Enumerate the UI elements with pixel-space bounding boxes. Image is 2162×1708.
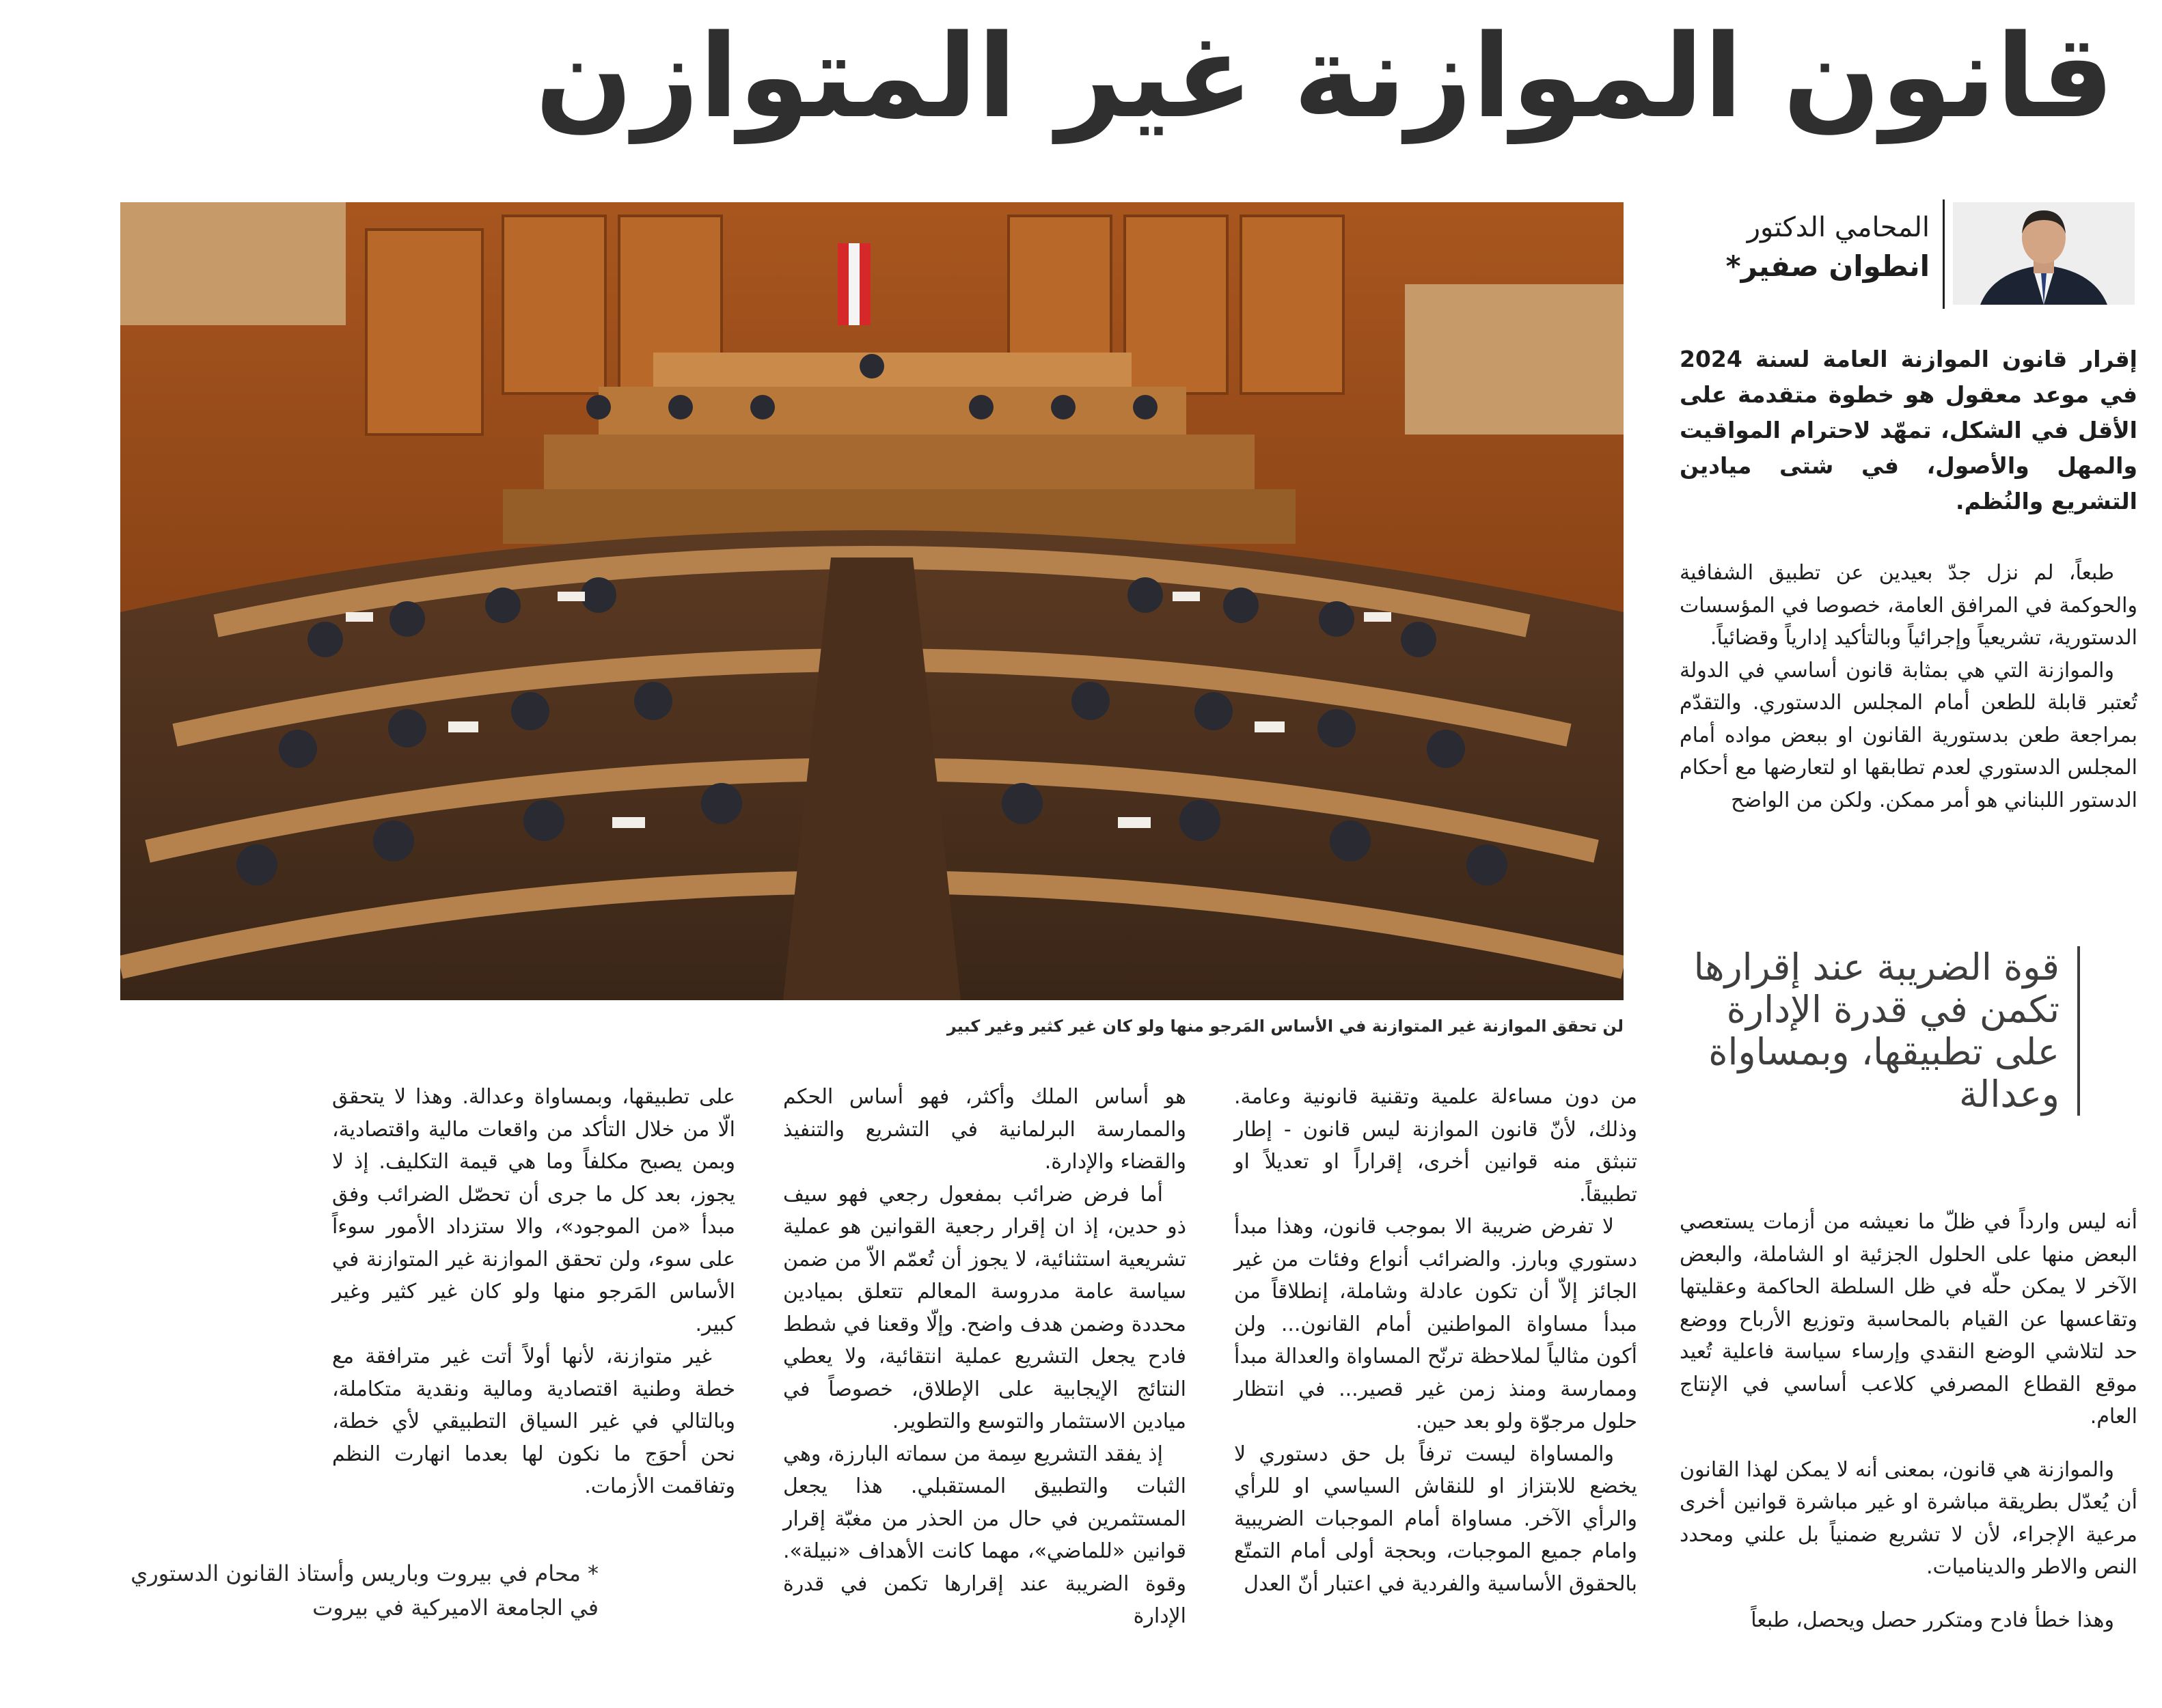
photo-caption: لن تحقق الموازنة غير المتوازنة في الأساس المَرجو منها ولو كان غير كثير وغير كبير	[946, 1017, 1624, 1036]
paragraph: لا تفرض ضريبة الا بموجب قانون، وهذا مبدأ دستوري وبارز. والضرائب أنواع وفئات من غير الجائز إلاّ أن تكون عادلة وشاملة، إنطلاقاً من مبدأ مساواة المواطنين أمام القانون... ولن أكون مثالياً لملاحظة ترنّح المساواة والعدالة مبدأ وممارسة ومنذ زمن غير قصير... في انتظار حلول مرجوّة ولو بعد حين.	[1234, 1215, 1637, 1433]
paragraph: طبعاً، لم نزل جدّ بعيدين عن تطبيق الشفافية والحوكمة في المرافق العامة، خصوصا في المؤسسات الدستورية، تشريعياً وإجرائياً وبالتأكيد إدارياً وقضائياً.	[1680, 561, 2137, 650]
paragraph: أنه ليس وارداً في ظلّ ما نعيشه من أزمات يستعصي البعض منها على الحلول الجزئية او الشاملة، والبعض الآخر لا يمكن حلّه في ظل السلطة الحاكمة وعقليتها وتقاعسها عن القيام بالمحاسبة وتوزيع الأرباح ووضع حد لتلاشي الوضع النقدي وإرساء سياسة فاعلية تُعيد موقع القطاع المصرفي كلاعب أساسي في الإنتاج العام.	[1680, 1210, 2137, 1429]
paragraph: غير متوازنة، لأنها أولاً أتت غير مترافقة مع خطة وطنية اقتصادية ومالية ونقدية متكاملة، وبالتالي في غير السياق التطبيقي لأي خطة، نحن أحوَج ما نكون لها بعدما انهارت النظم وتفاقمت الأزمات.	[332, 1345, 735, 1498]
parliament-photo	[120, 202, 1624, 1000]
author-photo	[1953, 202, 2135, 305]
parliament-hall-image	[120, 202, 1624, 1000]
paragraph: أما فرض ضرائب بمفعول رجعي فهو سيف ذو حدين، إذ ان إقرار رجعية القوانين هو عملية تشريعية استثنائية، لا يجوز أن تُعمّم الاّ من ضمن سياسة عامة مدروسة المعالم تتعلق بميادين محددة وضمن هدف واضح. وإلّا وقعنا في شطط فادح يجعل التشريع عملية انتقائية، ولا يعطي النتائج الإيجابية على الإطلاق، خصوصاً في ميادين الاستثمار والتوسع والتطوير.	[783, 1182, 1186, 1433]
paragraph: على تطبيقها، وبمساواة وعدالة. وهذا لا يتحقق الّا من خلال التأكد من واقعات مالية واقتصادية، وبمن يصبح مكلفاً وما هي قيمة التكليف. إذ لا يجوز، بعد كل ما جرى أن تحصّل الضرائب وفق مبدأ «من الموجود»، والا ستزداد الأمور سوءاً على سوء، ولن تحقق الموازنة غير المتوازنة في الأساس المَرجو منها ولو كان غير كثير وغير كبير.	[332, 1085, 735, 1336]
paragraph: والموازنة هي قانون، بمعنى أنه لا يمكن لهذا القانون أن يُعدّل بطريقة مباشرة او غير مباشرة قوانين أخرى مرعية الإجراء، لأن لا تشريع ضمنياً بل علني ومحدد النص والاطر والديناميات.	[1680, 1457, 2137, 1579]
paragraph: والموازنة التي هي بمثابة قانون أساسي في الدولة تُعتبر قابلة للطعن أمام المجلس الدستوري. والتقدّم بمراجعة طعن بدستورية القانون او ببعض مواده أمام المجلس الدستوري لعدم تطابقها او لتعارضها مع أحكام الدستور اللبناني هو أمر ممكن. ولكن من الواضح	[1680, 658, 2137, 812]
paragraph: إذ يفقد التشريع سِمة من سماته البارزة، وهي الثبات والتطبيق المستقبلي. هذا يجعل المستثمرين في حال من الحذر من مغبّة إقرار قوانين «للماضي»، مهما كانت الأهداف «نبيلة». وقوة الضريبة عند إقرارها تكمن في قدرة الإدارة	[783, 1442, 1186, 1628]
column-1-top	[1680, 557, 2137, 816]
paragraph: وهذا خطأ فادح ومتكرر حصل ويحصل، طبعاً	[1751, 1608, 2114, 1632]
author-title: المحامي الدكتور	[1747, 212, 1930, 243]
paragraph: من دون مساءلة علمية وتقنية قانونية وعامة. وذلك، لأنّ قانون الموازنة ليس قانون - إطار تنبثق منه قوانين أخرى، إقراراً او تعديلاً او تطبيقاً.	[1234, 1085, 1637, 1207]
article-intro: إقرار قانون الموازنة العامة لسنة 2024 في موعد معقول هو خطوة متقدمة على الأقل في الشكل، تمهّد لاحترام المواقيت والمهل والأصول، في شتى ميادين التشريع والنُظم.	[1680, 346, 2137, 514]
article-headline: قانون الموازنة غير المتوازن	[535, 10, 2114, 143]
author-divider	[1943, 199, 1945, 309]
column-4	[332, 1081, 735, 1503]
column-3	[783, 1081, 1186, 1633]
author-footnote: * محام في بيروت وباريس وأستاذ القانون الدستوري في الجامعة الاميركية في بيروت	[131, 1560, 599, 1621]
author-portrait-image	[1953, 202, 2135, 305]
column-2	[1234, 1081, 1637, 1600]
author-name: انطوان صفير*	[1725, 249, 1930, 283]
paragraph: والمساواة ليست ترفاً بل حق دستوري لا يخضع للابتزاز او للنقاش السياسي او للرأي والرأي الآخر. مساواة أمام الموجبات الضريبية وامام جميع الموجبات، وبحجة أولى أمام التمتّع بالحقوق الأساسية والفردية في اعتبار أنّ العدل	[1234, 1442, 1637, 1596]
column-1-bottom	[1680, 1185, 2137, 1657]
paragraph: هو أساس الملك وأكثر، فهو أساس الحكم والممارسة البرلمانية في التشريع والتنفيذ والقضاء والإدارة.	[783, 1085, 1186, 1174]
pull-quote: قوة الضريبة عند إقرارها تكمن في قدرة الإدارة على تطبيقها، وبمساواة وعدالة	[1677, 946, 2080, 1116]
